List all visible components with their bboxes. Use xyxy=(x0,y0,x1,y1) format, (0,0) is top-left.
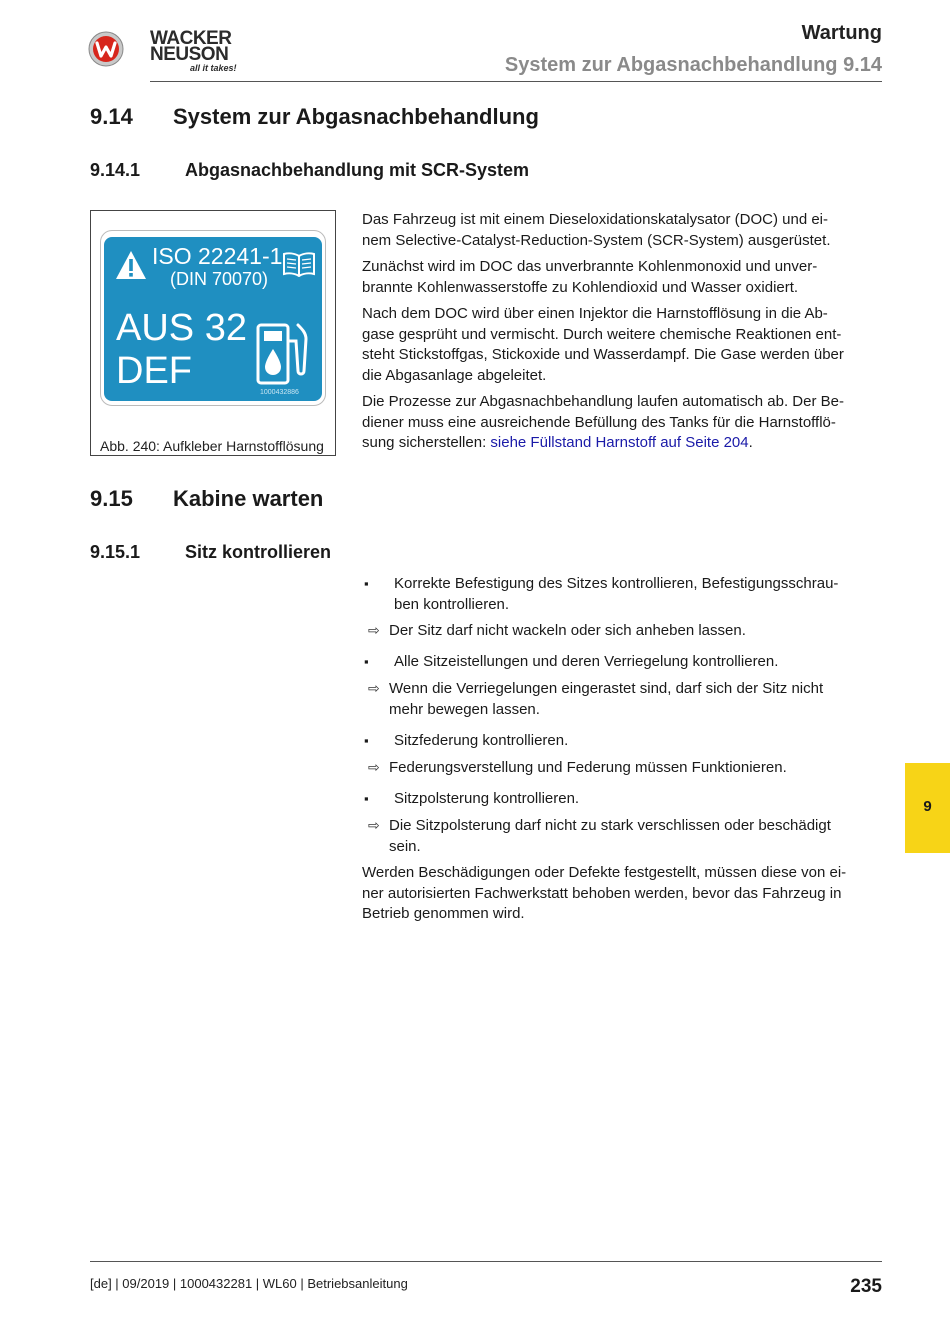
checklist-result: Der Sitz darf nicht wackeln oder sich anheben lassen. xyxy=(389,622,746,639)
paragraph-line: steht Stickstoffgas, Stickoxide und Wasserdampf. Die Gase werden über xyxy=(362,346,844,363)
decal-part-code: 1000432886 xyxy=(260,389,299,396)
paragraph-text: sung sicherstellen: xyxy=(362,434,491,451)
header-chapter-title: Wartung xyxy=(801,22,882,44)
result-arrow-icon: ⇨ xyxy=(368,622,380,638)
bullet-icon: ▪ xyxy=(364,733,369,748)
warning-triangle-icon xyxy=(114,249,148,281)
paragraph-line: Nach dem DOC wird über einen Injektor die Harnstofflösung in die Ab- xyxy=(362,305,828,322)
checklist-step: Korrekte Befestigung des Sitzes kontrollieren, Befestigungsschrau- xyxy=(394,575,839,592)
brand-name-line2: NEUSON xyxy=(150,44,229,65)
brand-slogan: all it takes! xyxy=(190,63,237,73)
paragraph-line: brannte Kohlenwasserstoffe zu Kohlendioxid und Wasser oxidiert. xyxy=(362,278,799,296)
paragraph-line: Werden Beschädigungen oder Defekte festgestellt, müssen diese von ei- xyxy=(362,864,847,881)
checklist-step: Sitzfederung kontrollieren. xyxy=(394,732,569,749)
checklist-result: mehr bewegen lassen. xyxy=(389,700,540,718)
paragraph-line: Die Prozesse zur Abgasnachbehandlung laufen automatisch ab. Der Be- xyxy=(362,393,844,410)
fuel-pump-drop-icon xyxy=(254,319,322,387)
checklist-step: ben kontrollieren. xyxy=(394,595,510,613)
paragraph-line: Zunächst wird im DOC das unverbrannte Kohlenmonoxid und unver- xyxy=(362,258,818,275)
footer-document-info: [de] | 09/2019 | 1000432281 | WL60 | Betriebsanleitung xyxy=(90,1276,408,1291)
subsection-title-9151: Sitz kontrollieren xyxy=(185,542,332,562)
checklist-result: Federungsverstellung und Federung müssen Funktionieren. xyxy=(389,759,787,776)
checklist-result: Wenn die Verriegelungen eingerastet sind, darf sich der Sitz nicht xyxy=(389,680,824,697)
header-divider xyxy=(150,81,882,82)
decal-aus32-label: AUS 32 xyxy=(116,307,247,349)
checklist-result: Die Sitzpolsterung darf nicht zu stark verschlissen oder beschädigt xyxy=(389,817,831,834)
result-arrow-icon: ⇨ xyxy=(368,759,380,775)
paragraph-line: Betrieb genommen wird. xyxy=(362,905,525,922)
paragraph-line: nem Selective-Catalyst-Reduction-System (SCR-System) ausgerüstet. xyxy=(362,231,831,249)
checklist-step: Alle Sitzeistellungen und deren Verriegelung kontrollieren. xyxy=(394,653,779,670)
subsection-number-9141: 9.14.1 xyxy=(90,160,141,180)
paragraph-line: Das Fahrzeug ist mit einem Dieseloxidationskatalysator (DOC) und ei- xyxy=(362,211,829,228)
result-arrow-icon: ⇨ xyxy=(368,817,380,833)
wacker-neuson-logo xyxy=(88,31,124,67)
paragraph-line: ner autorisierten Fachwerkstatt behoben werden, bevor das Fahrzeug in xyxy=(362,884,842,902)
bullet-icon: ▪ xyxy=(364,654,369,669)
bullet-icon: ▪ xyxy=(364,791,369,806)
decal-din-standard: (DIN 70070) xyxy=(170,269,269,289)
chapter-tab-label: 9 xyxy=(923,798,932,815)
decal-def-label: DEF xyxy=(116,350,192,392)
paragraph-line-with-link xyxy=(362,433,882,454)
section-number-915: 9.15 xyxy=(90,486,133,511)
paragraph-line: die Abgasanlage abgeleitet. xyxy=(362,366,547,384)
page-number: 235 xyxy=(850,1276,882,1297)
section-title-914: System zur Abgasnachbehandlung xyxy=(173,104,539,129)
decal-iso-standard: ISO 22241-1 xyxy=(152,243,283,269)
footer-divider xyxy=(90,1261,882,1262)
paragraph-line: diener muss eine ausreichende Befüllung des Tanks für die Harnstofflö- xyxy=(362,413,836,431)
brand-name-line1: WACKER xyxy=(150,28,232,49)
paragraph-text: . xyxy=(748,434,753,451)
cross-reference-link[interactable]: siehe Füllstand Harnstoff auf Seite 204 xyxy=(490,434,749,451)
checklist-step: Sitzpolsterung kontrollieren. xyxy=(394,790,580,807)
book-icon xyxy=(282,251,316,277)
paragraph-line: gase gesprüht und vermischt. Durch weitere chemische Reaktionen ent- xyxy=(362,325,842,343)
urea-decal xyxy=(104,237,322,401)
result-arrow-icon: ⇨ xyxy=(368,680,380,696)
bullet-icon: ▪ xyxy=(364,576,369,591)
checklist-result: sein. xyxy=(389,837,421,855)
section-title-915: Kabine warten xyxy=(173,486,324,511)
subsection-number-9151: 9.15.1 xyxy=(90,542,141,562)
figure-caption: Abb. 240: Aufkleber Harnstofflösung xyxy=(100,438,324,454)
header-section-title: System zur Abgasnachbehandlung 9.14 xyxy=(504,54,882,76)
subsection-title-9141: Abgasnachbehandlung mit SCR-System xyxy=(185,160,530,180)
section-number-914: 9.14 xyxy=(90,104,133,129)
